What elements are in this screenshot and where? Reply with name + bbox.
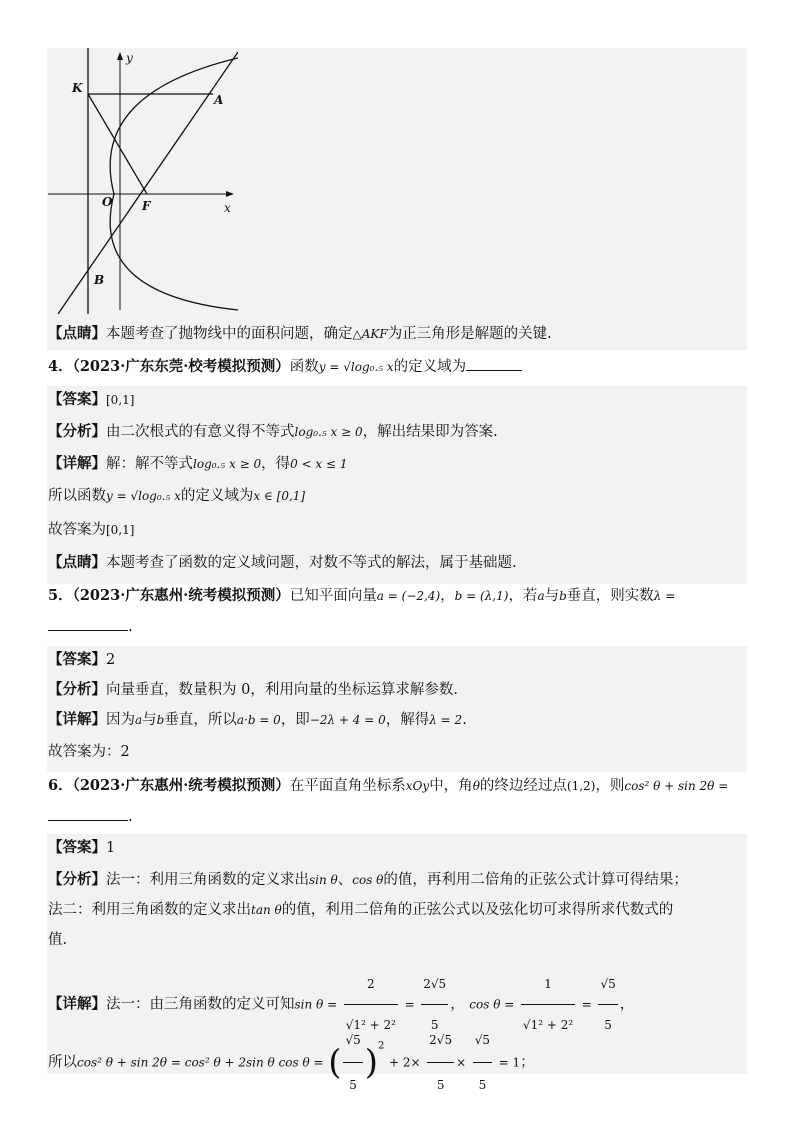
answer-blank xyxy=(48,616,128,631)
question-5: 5．（2023·广东惠州·统考模拟预测）已知平面向量a = (−2,4)，b = (λ,1)，若a与b垂直，则实数λ = xyxy=(48,587,676,604)
detail-6: 【详解】法一：由三角函数的定义可知sin θ = $\frac{2}{\text{√1² + 2²}}$ = $\frac{2√5}{5}$ ， cos θ = $\frac{1}{\text{√1² + 2²}}$ = $\frac{√5}{5}$ ， xyxy=(48,964,634,1045)
detail-5: 【详解】因为a与b垂直，所以a·b = 0，即−2λ + 4 = 0，解得λ = 2. xyxy=(48,711,467,728)
fraction: $\frac{√5}{5}$ xyxy=(343,1018,362,1107)
question-4: 4．（2023·广东东莞·校考模拟预测）函数y = √log₀.₅ x的定义域为 xyxy=(48,356,522,377)
fraction: $\frac{2√5}{5}$ xyxy=(427,1018,454,1107)
detail-4-line-2: 所以函数y = √log₀.₅ x的定义域为x ∈ [0,1] xyxy=(48,488,306,504)
label-F: F xyxy=(142,199,151,213)
analysis-6: 【分析】法一：利用三角函数的定义求出sin θ、cos θ的值，再利用二倍角的正弦公式计算可得结果； xyxy=(48,871,688,888)
detail-4-line-3: 故答案为[0,1] xyxy=(48,522,135,538)
label-B: B xyxy=(94,273,105,287)
detail-4: 【详解】解：解不等式log₀.₅ x ≥ 0，得0 < x ≤ 1 xyxy=(48,455,348,472)
fraction: $\frac{1}{\text{√1² + 2²}}$ xyxy=(521,964,575,1045)
answer-5: 【答案】2 xyxy=(48,651,116,668)
dianjing-q3: 【点睛】本题考查了抛物线中的面积问题，确定△AKF为正三角形是解题的关键. xyxy=(48,325,552,342)
question-5-blank: . xyxy=(48,616,133,637)
answer5-band xyxy=(47,646,747,772)
question-6: 6．（2023·广东惠州·统考模拟预测）在平面直角坐标系xOy中，角θ的终边经过点(1,2)，则cos² θ + sin 2θ = xyxy=(48,777,729,794)
dianjing-4: 【点睛】本题考查了函数的定义域问题，对数不等式的解法，属于基础题. xyxy=(48,554,517,571)
fraction: $\frac{2√5}{5}$ xyxy=(421,964,448,1045)
label-y: y xyxy=(126,51,133,65)
answer-blank xyxy=(48,806,128,821)
fraction: $\frac{√5}{5}$ xyxy=(598,964,617,1045)
answer-6: 【答案】1 xyxy=(48,839,116,856)
analysis-4: 【分析】由二次根式的有意义得不等式log₀.₅ x ≥ 0，解出结果即为答案. xyxy=(48,423,498,440)
question-6-blank: . xyxy=(48,806,133,827)
fraction: $\frac{√5}{5}$ xyxy=(473,1018,492,1107)
detail-5-line-2: 故答案为：2 xyxy=(48,744,130,760)
answer-blank xyxy=(466,356,522,371)
label-O: O xyxy=(102,195,113,209)
label-K: K xyxy=(72,81,83,95)
detail-6-line-2: 所以cos² θ + sin 2θ = cos² θ + 2sin θ cos θ = ( $\frac{√5}{5}$ )$^2$ + 2× $\frac{2√5}{5}$ × $\frac{√5}{5}$ = 1； xyxy=(48,1018,535,1107)
label-x: x xyxy=(224,201,231,215)
label-A: A xyxy=(214,93,224,107)
analysis-6-line-2: 法二：利用三角函数的定义求出tan θ的值，利用二倍角的正弦公式以及弦化切可求得所求代数式的 xyxy=(48,902,674,918)
analysis-6-line-3: 值. xyxy=(48,932,68,948)
answer-4: 【答案】[0,1] xyxy=(48,391,135,408)
parabola-figure xyxy=(48,48,238,314)
analysis-5: 【分析】向量垂直，数量积为 0，利用向量的坐标运算求解参数. xyxy=(48,681,458,698)
fraction: $\frac{2}{\text{√1² + 2²}}$ xyxy=(344,964,398,1045)
